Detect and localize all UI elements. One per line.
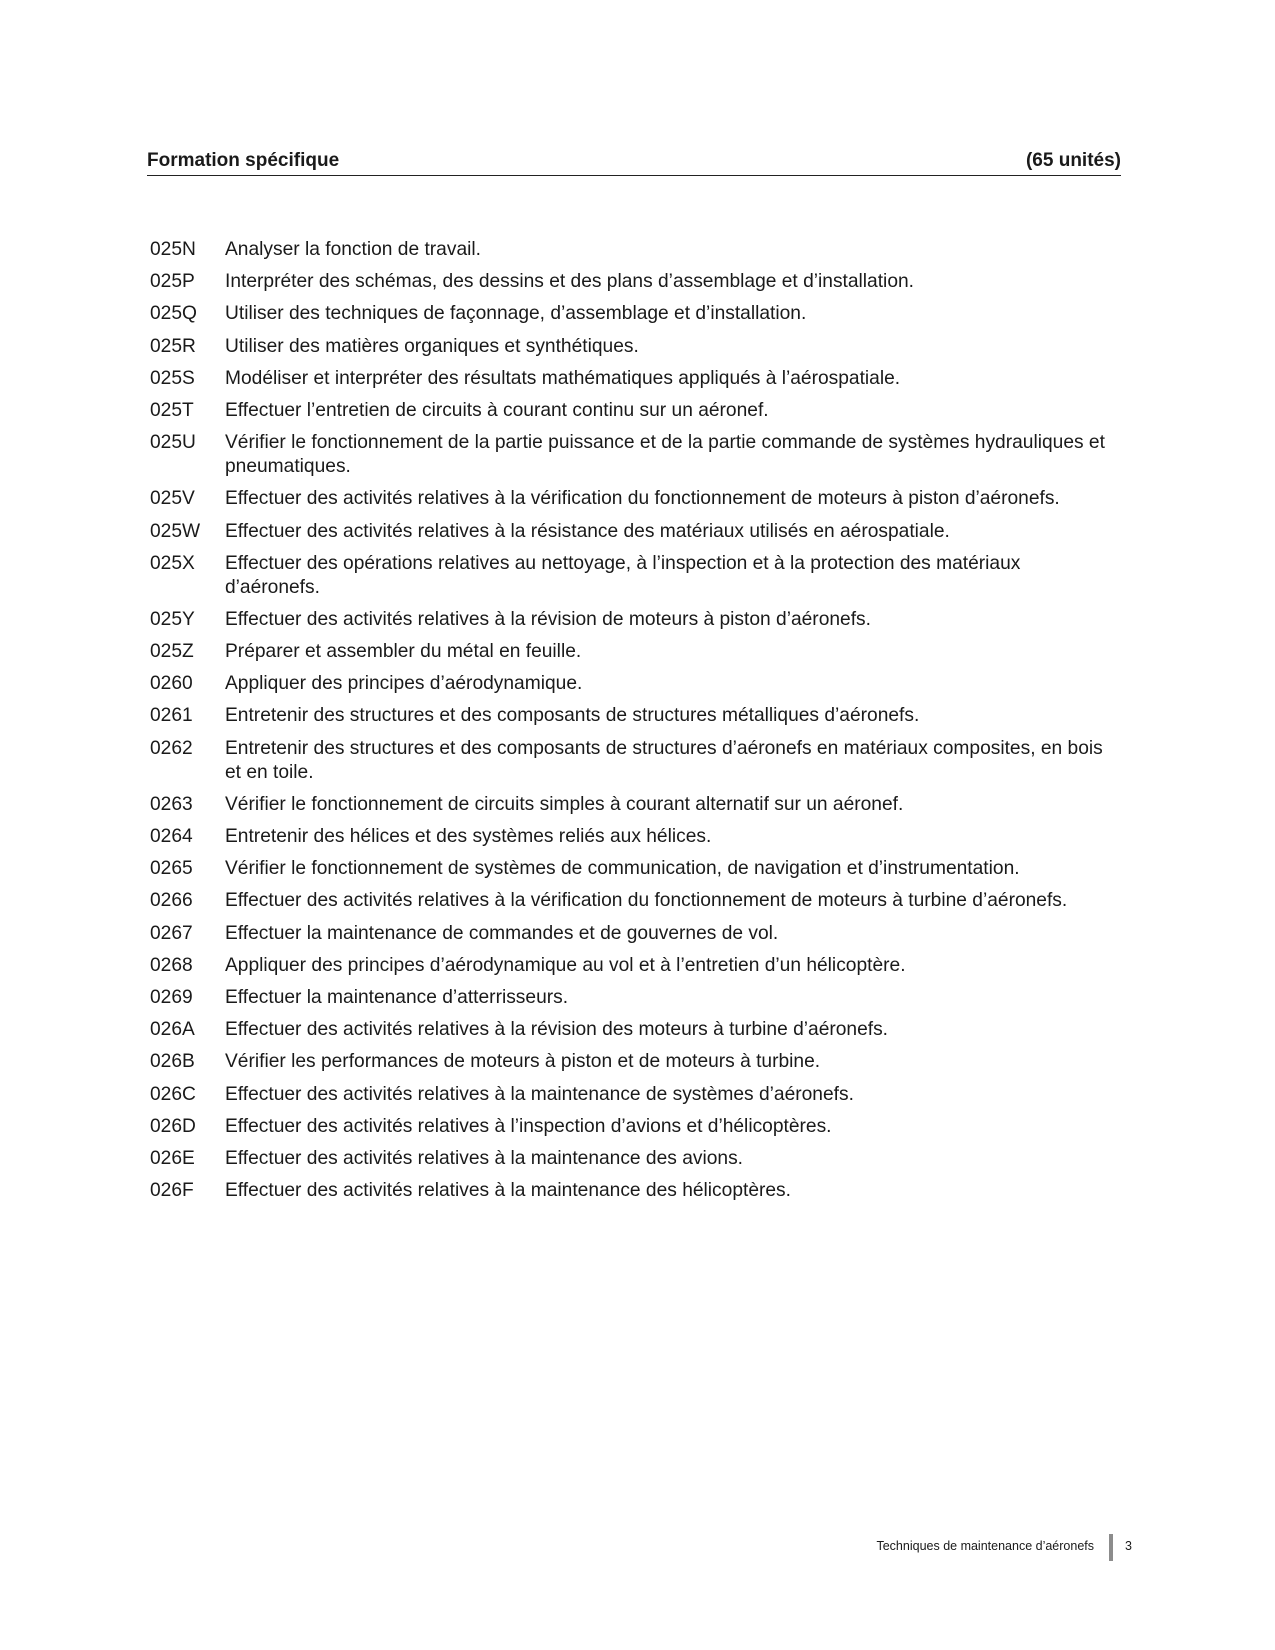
list-item	[150, 704, 1110, 728]
list-item	[150, 857, 1110, 881]
list-item	[150, 793, 1110, 817]
list-item	[150, 552, 1110, 600]
competency-code: 025V	[150, 488, 195, 510]
competency-code: 0268	[150, 954, 193, 976]
list-item	[150, 238, 1110, 262]
list-item	[150, 367, 1110, 391]
competency-text: Vérifier le fonctionnement de la partie puissance et de la partie commande de systèmes hydrauliques et pneumatiques.	[225, 432, 1105, 478]
list-item	[150, 672, 1110, 696]
competency-code: 0266	[150, 890, 193, 912]
competency-text: Vérifier le fonctionnement de systèmes de communication, de navigation et d’instrumentation.	[225, 858, 1020, 880]
competency-code: 025W	[150, 520, 201, 542]
section-units: (65 unités)	[1025, 150, 1121, 171]
competency-code: 025N	[150, 239, 196, 260]
competency-code: 025Q	[150, 303, 197, 325]
competency-text: Vérifier les performances de moteurs à piston et de moteurs à turbine.	[225, 1051, 821, 1073]
list-item	[150, 520, 1110, 544]
competency-text: Utiliser des techniques de façonnage, d’assemblage et d’installation.	[225, 303, 807, 325]
list-item	[150, 270, 1110, 294]
competency-code: 025T	[150, 399, 194, 421]
list-item	[150, 302, 1110, 326]
competency-code: 0263	[150, 793, 193, 815]
list-item	[150, 1018, 1110, 1042]
footer-document-title: Techniques de maintenance d’aéronefs	[876, 1539, 1094, 1553]
competency-text: Entretenir des hélices et des systèmes reliés aux hélices.	[225, 826, 712, 847]
competency-text: Analyser la fonction de travail.	[225, 239, 481, 260]
competency-code: 026A	[150, 1019, 195, 1041]
competency-text: Entretenir des structures et des composants de structures métalliques d’aéronefs.	[225, 705, 920, 727]
footer-divider	[1109, 1534, 1113, 1561]
competency-code: 025P	[150, 271, 195, 293]
competency-code: 025Z	[150, 641, 194, 663]
competency-text: Effectuer des activités relatives à la maintenance de systèmes d’aéronefs.	[225, 1083, 854, 1105]
competency-text: Effectuer l’entretien de circuits à courant continu sur un aéronef.	[225, 399, 769, 421]
competency-text: Effectuer des activités relatives à la vérification du fonctionnement de moteurs à turbine d’aéronefs.	[225, 890, 1068, 912]
page-footer	[0, 1532, 1275, 1562]
competency-code: 0261	[150, 705, 193, 727]
competency-code: 0265	[150, 858, 193, 880]
competency-text: Effectuer des activités relatives à la révision des moteurs à turbine d’aéronefs.	[225, 1019, 889, 1041]
list-item	[150, 487, 1110, 511]
competency-code: 0269	[150, 986, 193, 1008]
list-item	[150, 431, 1110, 479]
competency-text: Effectuer des activités relatives à la maintenance des hélicoptères.	[225, 1180, 791, 1202]
list-item	[150, 1083, 1110, 1107]
competency-code: 0260	[150, 673, 193, 695]
competency-code: 025S	[150, 367, 195, 389]
competency-text: Appliquer des principes d’aérodynamique au vol et à l’entretien d’un hélicoptère.	[225, 954, 906, 976]
list-item	[150, 399, 1110, 423]
list-item	[150, 889, 1110, 913]
list-item	[150, 335, 1110, 359]
competency-code: 026B	[150, 1051, 195, 1073]
list-item	[150, 825, 1110, 849]
list-item	[150, 640, 1110, 664]
section-title: Formation spécifique	[147, 150, 340, 171]
competency-text: Effectuer des activités relatives à la vérification du fonctionnement de moteurs à piston d’aéronefs.	[225, 488, 1060, 510]
competency-text: Entretenir des structures et des composants de structures d’aéronefs en matériaux composites, en bois et en toile.	[225, 737, 1103, 783]
list-item	[150, 986, 1110, 1010]
page-number: 3	[1125, 1539, 1132, 1553]
section-header	[147, 148, 1121, 176]
competency-text: Utiliser des matières organiques et synthétiques.	[225, 335, 639, 357]
competency-code: 025Y	[150, 608, 195, 630]
competency-text: Effectuer la maintenance de commandes et de gouvernes de vol.	[225, 922, 779, 944]
competency-text: Effectuer des activités relatives à la maintenance des avions.	[225, 1147, 743, 1169]
list-item	[150, 608, 1110, 632]
competency-code: 0262	[150, 737, 193, 759]
competency-text: Effectuer des activités relatives à l’inspection d’avions et d’hélicoptères.	[225, 1115, 832, 1137]
competency-text: Modéliser et interpréter des résultats mathématiques appliqués à l’aérospatiale.	[225, 367, 901, 389]
list-item	[150, 1147, 1110, 1171]
competency-code: 026F	[150, 1180, 194, 1202]
competency-code: 025U	[150, 432, 196, 454]
competency-code: 025X	[150, 552, 195, 574]
competency-code: 026C	[150, 1083, 196, 1105]
list-item	[150, 922, 1110, 946]
competency-text: Effectuer des activités relatives à la résistance des matériaux utilisés en aérospatiale.	[225, 520, 950, 542]
competency-list	[150, 238, 1110, 1211]
competency-text: Appliquer des principes d’aérodynamique.	[225, 673, 583, 695]
competency-code: 0267	[150, 922, 193, 944]
list-item	[150, 737, 1110, 785]
competency-text: Effectuer des activités relatives à la révision de moteurs à piston d’aéronefs.	[225, 608, 871, 630]
list-item	[150, 1050, 1110, 1074]
competency-text: Interpréter des schémas, des dessins et des plans d’assemblage et d’installation.	[225, 271, 914, 293]
list-item	[150, 954, 1110, 978]
list-item	[150, 1179, 1110, 1203]
list-item	[150, 1115, 1110, 1139]
competency-text: Préparer et assembler du métal en feuille.	[225, 641, 582, 663]
competency-text: Effectuer la maintenance d’atterrisseurs.	[225, 986, 569, 1008]
competency-code: 026D	[150, 1115, 196, 1137]
competency-code: 025R	[150, 335, 196, 357]
competency-code: 026E	[150, 1147, 195, 1169]
competency-code: 0264	[150, 826, 193, 847]
competency-text: Effectuer des opérations relatives au nettoyage, à l’inspection et à la protection des matériaux d’aéronefs.	[225, 552, 1021, 598]
competency-text: Vérifier le fonctionnement de circuits simples à courant alternatif sur un aéronef.	[225, 793, 904, 815]
